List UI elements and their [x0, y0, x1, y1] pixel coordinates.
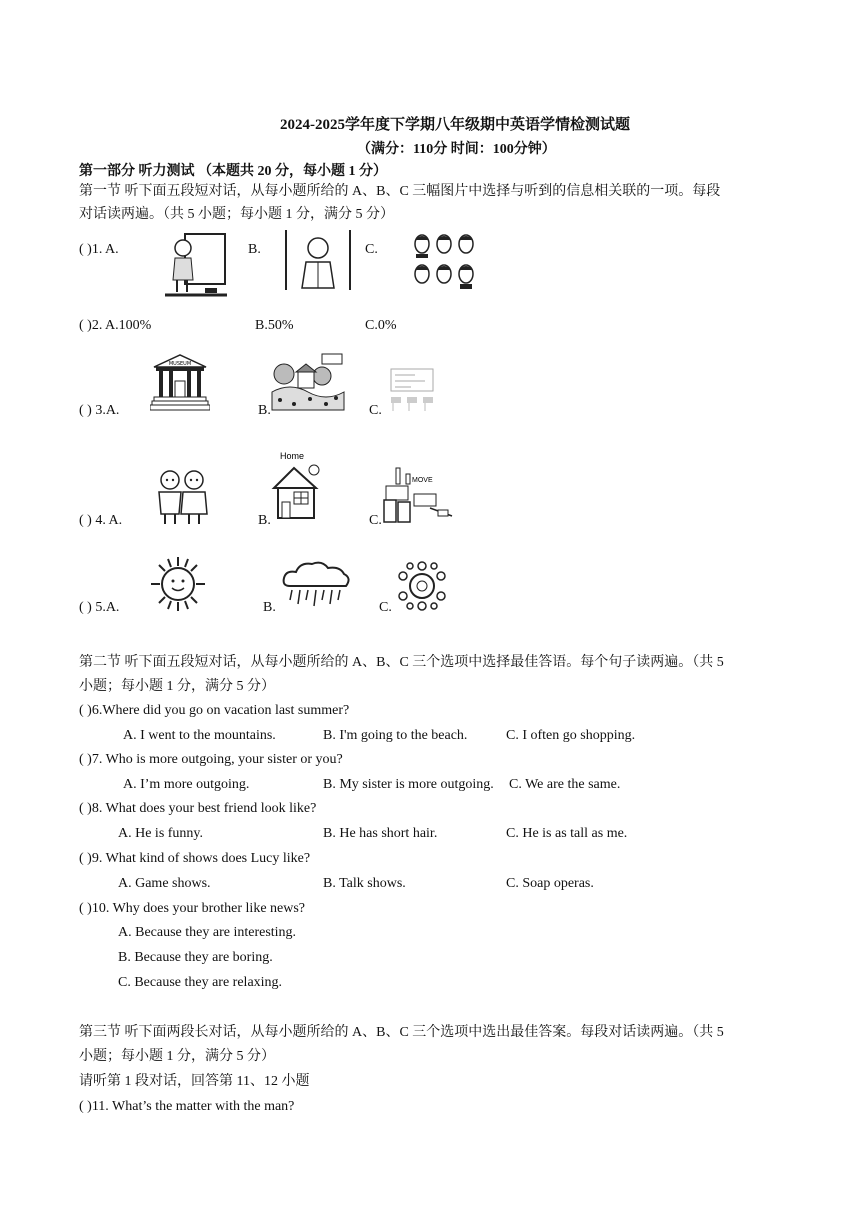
question-10-option-c[interactable]: C. Because they are relaxing. [118, 975, 283, 990]
exam-title: 2024-2025学年度下学期八年级期中英语学情检测试题 [280, 117, 630, 133]
section1-instruction-line1: 第一节 听下面五段短对话，从每小题所给的 A、B、C 三幅图片中选择与听到的信息相关联的一项。每段 [79, 184, 721, 199]
question-10-option-b[interactable]: B. Because they are boring. [118, 950, 273, 965]
rain-cloud-icon[interactable] [280, 560, 352, 610]
question-8-option-b[interactable]: B. He has short hair. [323, 826, 438, 841]
section3-instruction-line1: 第三节 听下面两段长对话，从每小题所给的 A、B、C 三个选项中选出最佳答案。每段对话读两遍。（共 5 [79, 1025, 724, 1040]
question-8-stem: ( )8. What does your best friend look like? [79, 801, 317, 816]
question-11-stem: ( )11. What’s the matter with the man? [79, 1099, 295, 1114]
question-8-option-c[interactable]: C. He is as tall as me. [506, 826, 628, 841]
park-picture[interactable] [270, 352, 345, 414]
question-4-option-b: B. [258, 513, 271, 528]
question-6-option-b[interactable]: B. I'm going to the beach. [323, 728, 468, 743]
grandparents-picture[interactable] [155, 468, 209, 526]
question-5-number: ( ) 5.A. [79, 600, 120, 615]
question-6-option-c[interactable]: C. I often go shopping. [506, 728, 636, 743]
question-9-option-c[interactable]: C. Soap operas. [506, 876, 594, 891]
question-9-option-b[interactable]: B. Talk shows. [323, 876, 406, 891]
question-1-option-b: B. [248, 242, 261, 257]
section3-instruction-line2: 小题；每小题 1 分，满分 5 分） [79, 1049, 275, 1064]
moving-boxes-picture[interactable] [382, 466, 454, 528]
section2-instruction-line1: 第二节 听下面五段短对话，从每小题所给的 A、B、C 三个选项中选择最佳答语。每个句子读两遍。（共 5 [79, 655, 724, 670]
question-3-option-c: C. [369, 403, 382, 418]
question-2-option-c: C.0% [365, 318, 397, 333]
question-7-option-b[interactable]: B. My sister is more outgoing. [323, 777, 494, 792]
question-8-option-a[interactable]: A. He is funny. [118, 826, 204, 841]
question-5-option-b: B. [263, 600, 276, 615]
home-house-picture[interactable] [270, 450, 322, 522]
classroom-picture[interactable] [385, 365, 439, 413]
question-7-stem: ( )7. Who is more outgoing, your sister or you? [79, 752, 343, 767]
doctor-picture[interactable] [284, 230, 352, 290]
question-5-option-c: C. [379, 600, 392, 615]
question-1-option-c: C. [365, 242, 378, 257]
exam-subtitle: （满分：110分 时间：100分钟） [357, 142, 556, 157]
question-7-option-a[interactable]: A. I’m more outgoing. [123, 777, 250, 792]
museum-building-picture[interactable] [150, 353, 210, 411]
museum-sign: MUSEUM [168, 361, 192, 367]
section1-instruction-line2: 对话读两遍。（共 5 小题；每小题 1 分，满分 5 分） [79, 207, 394, 222]
sun-icon[interactable] [150, 556, 206, 612]
question-4-option-c: C. [369, 513, 382, 528]
question-10-stem: ( )10. Why does your brother like news? [79, 901, 306, 916]
question-1-number: ( )1. A. [79, 242, 119, 257]
question-2-option-b: B.50% [255, 318, 294, 333]
question-10-option-a[interactable]: A. Because they are interesting. [118, 925, 297, 940]
part1-heading: 第一部分 听力测试 （本题共 20 分，每小题 1 分） [79, 164, 387, 179]
question-2-stem: ( )2. A.100% [79, 318, 152, 333]
section3-dialogue-instruction: 请听第 1 段对话，回答第 11、12 小题 [79, 1074, 310, 1089]
question-9-stem: ( )9. What kind of shows does Lucy like? [79, 851, 311, 866]
section2-instruction-line2: 小题；每小题 1 分，满分 5 分） [79, 679, 275, 694]
snowflake-icon[interactable] [397, 560, 447, 612]
move-label: MOVE [412, 477, 433, 484]
question-6-option-a[interactable]: A. I went to the mountains. [123, 728, 276, 743]
question-6-stem: ( )6.Where did you go on vacation last summer? [79, 703, 350, 718]
question-7-option-c[interactable]: C. We are the same. [509, 777, 621, 792]
group-of-faces-picture[interactable] [410, 232, 478, 290]
question-3-option-b: B. [258, 403, 271, 418]
teacher-blackboard-picture[interactable] [165, 230, 227, 297]
question-4-number: ( ) 4. A. [79, 513, 123, 528]
question-3-number: ( ) 3.A. [79, 403, 120, 418]
home-label: Home [280, 451, 305, 461]
question-9-option-a[interactable]: A. Game shows. [118, 876, 211, 891]
